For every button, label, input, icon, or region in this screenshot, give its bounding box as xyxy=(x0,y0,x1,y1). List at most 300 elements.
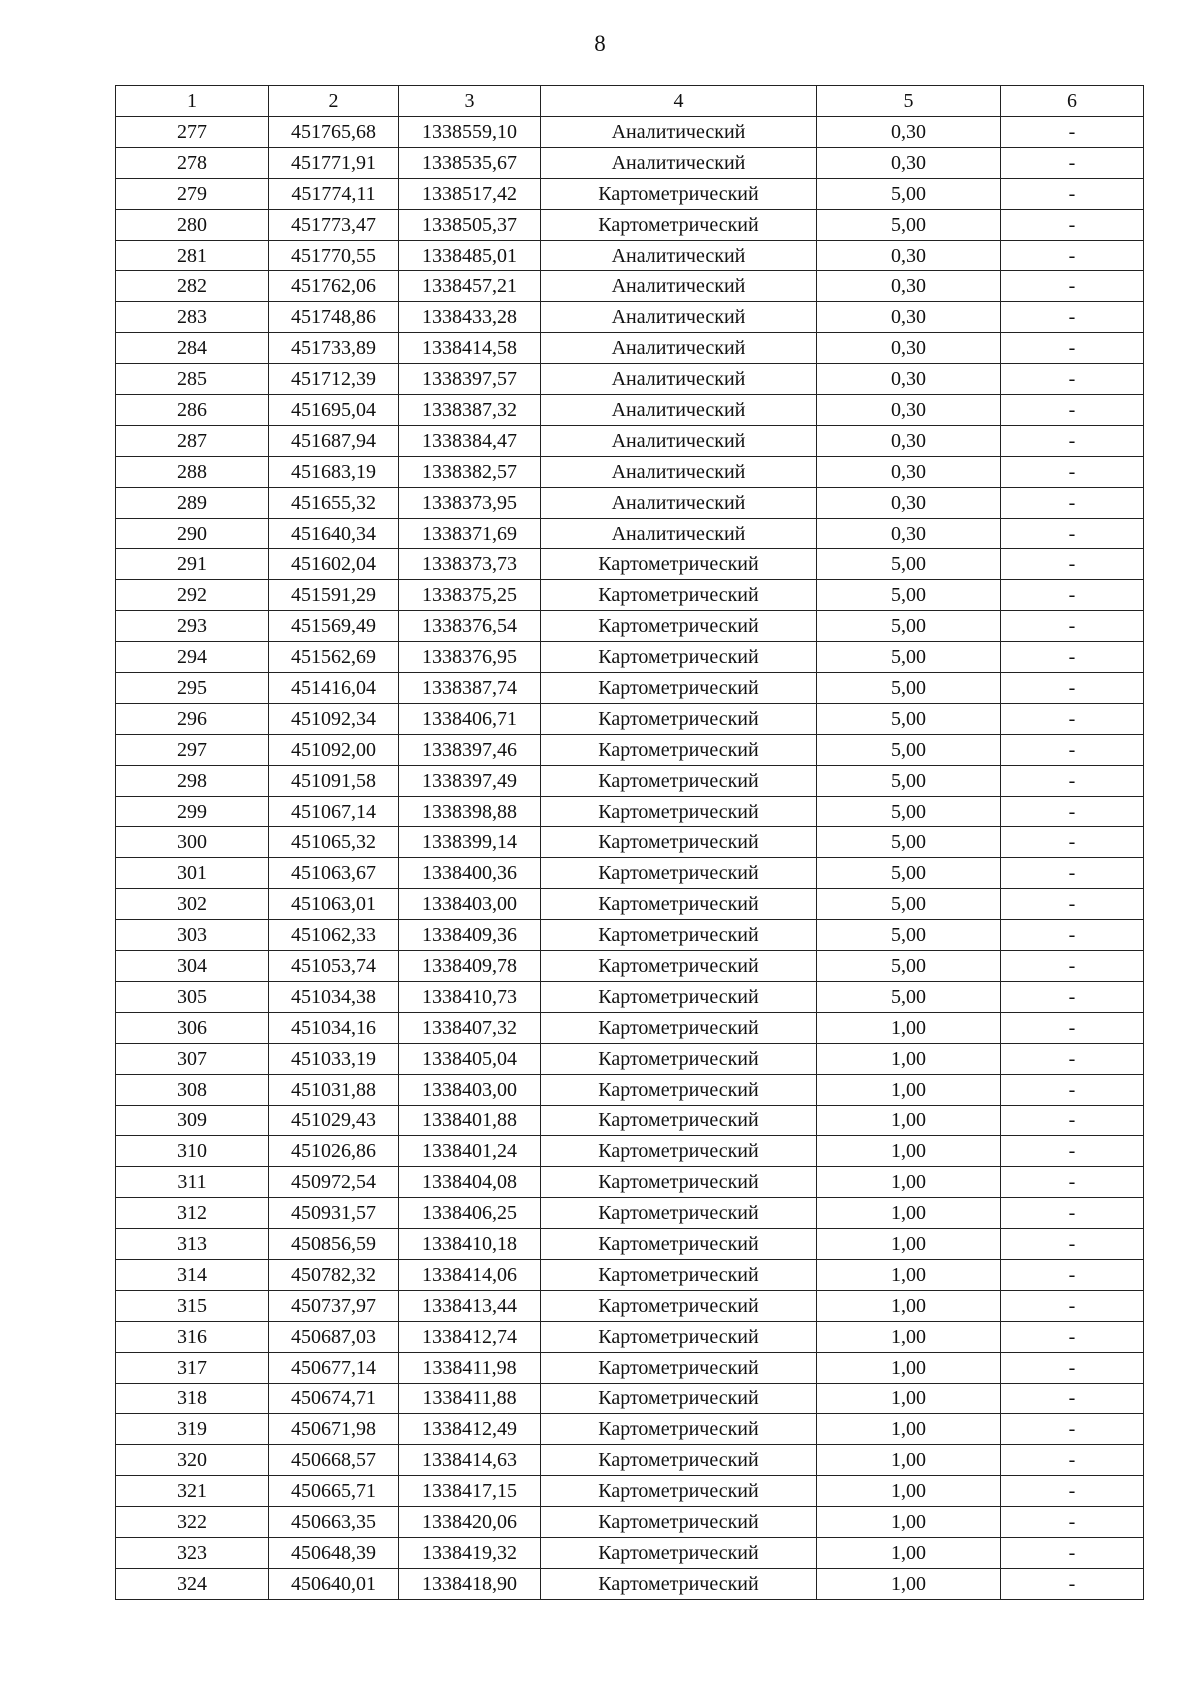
cell-coord-y: 1338371,69 xyxy=(399,518,541,549)
cell-method: Аналитический xyxy=(541,518,817,549)
cell-accuracy: 1,00 xyxy=(817,1074,1001,1105)
cell-coord-y: 1338535,67 xyxy=(399,147,541,178)
cell-coord-x: 451765,68 xyxy=(269,117,399,148)
cell-method: Картометрический xyxy=(541,796,817,827)
cell-point-number: 323 xyxy=(116,1537,269,1568)
cell-accuracy: 1,00 xyxy=(817,1105,1001,1136)
cell-description: - xyxy=(1001,734,1144,765)
table-row xyxy=(116,1352,1144,1383)
cell-coord-y: 1338517,42 xyxy=(399,178,541,209)
cell-coord-y: 1338414,58 xyxy=(399,333,541,364)
cell-accuracy: 1,00 xyxy=(817,1259,1001,1290)
cell-point-number: 316 xyxy=(116,1321,269,1352)
table-row xyxy=(116,951,1144,982)
cell-coord-x: 451063,67 xyxy=(269,858,399,889)
cell-coord-y: 1338410,18 xyxy=(399,1229,541,1260)
table-row xyxy=(116,549,1144,580)
cell-coord-x: 451733,89 xyxy=(269,333,399,364)
cell-accuracy: 5,00 xyxy=(817,796,1001,827)
cell-description: - xyxy=(1001,1383,1144,1414)
table-row xyxy=(116,1414,1144,1445)
cell-description: - xyxy=(1001,1321,1144,1352)
cell-method: Картометрический xyxy=(541,1105,817,1136)
cell-coord-x: 451591,29 xyxy=(269,580,399,611)
cell-coord-y: 1338373,95 xyxy=(399,487,541,518)
cell-point-number: 292 xyxy=(116,580,269,611)
cell-method: Картометрический xyxy=(541,178,817,209)
cell-point-number: 290 xyxy=(116,518,269,549)
table-row xyxy=(116,981,1144,1012)
cell-point-number: 291 xyxy=(116,549,269,580)
cell-accuracy: 0,30 xyxy=(817,333,1001,364)
table-row xyxy=(116,1383,1144,1414)
cell-point-number: 321 xyxy=(116,1476,269,1507)
cell-point-number: 279 xyxy=(116,178,269,209)
header-cell-2: 2 xyxy=(269,86,399,117)
cell-coord-y: 1338409,36 xyxy=(399,920,541,951)
cell-coord-y: 1338420,06 xyxy=(399,1507,541,1538)
cell-coord-y: 1338373,73 xyxy=(399,549,541,580)
cell-coord-y: 1338375,25 xyxy=(399,580,541,611)
cell-point-number: 303 xyxy=(116,920,269,951)
cell-point-number: 313 xyxy=(116,1229,269,1260)
cell-description: - xyxy=(1001,827,1144,858)
cell-coord-y: 1338397,57 xyxy=(399,364,541,395)
table-row xyxy=(116,734,1144,765)
cell-accuracy: 0,30 xyxy=(817,364,1001,395)
cell-description: - xyxy=(1001,1568,1144,1599)
cell-coord-x: 451771,91 xyxy=(269,147,399,178)
cell-description: - xyxy=(1001,117,1144,148)
cell-accuracy: 5,00 xyxy=(817,920,1001,951)
cell-coord-x: 451770,55 xyxy=(269,240,399,271)
cell-accuracy: 0,30 xyxy=(817,240,1001,271)
cell-description: - xyxy=(1001,1043,1144,1074)
cell-point-number: 281 xyxy=(116,240,269,271)
table-row xyxy=(116,1012,1144,1043)
cell-method: Картометрический xyxy=(541,1198,817,1229)
cell-point-number: 301 xyxy=(116,858,269,889)
table-row xyxy=(116,673,1144,704)
table-row xyxy=(116,1568,1144,1599)
cell-coord-y: 1338414,63 xyxy=(399,1445,541,1476)
cell-coord-x: 450640,01 xyxy=(269,1568,399,1599)
cell-coord-x: 450671,98 xyxy=(269,1414,399,1445)
cell-description: - xyxy=(1001,178,1144,209)
cell-coord-x: 451031,88 xyxy=(269,1074,399,1105)
table-row xyxy=(116,1537,1144,1568)
table-body xyxy=(116,86,1144,1600)
cell-coord-y: 1338457,21 xyxy=(399,271,541,302)
cell-method: Аналитический xyxy=(541,302,817,333)
cell-coord-y: 1338411,98 xyxy=(399,1352,541,1383)
table-row xyxy=(116,302,1144,333)
table-row xyxy=(116,1476,1144,1507)
cell-point-number: 297 xyxy=(116,734,269,765)
cell-point-number: 315 xyxy=(116,1290,269,1321)
cell-coord-y: 1338433,28 xyxy=(399,302,541,333)
cell-coord-x: 450782,32 xyxy=(269,1259,399,1290)
table-row xyxy=(116,333,1144,364)
table-row xyxy=(116,425,1144,456)
cell-coord-x: 451033,19 xyxy=(269,1043,399,1074)
table-row xyxy=(116,456,1144,487)
cell-coord-y: 1338397,49 xyxy=(399,765,541,796)
cell-coord-x: 450856,59 xyxy=(269,1229,399,1260)
cell-coord-x: 451067,14 xyxy=(269,796,399,827)
cell-point-number: 289 xyxy=(116,487,269,518)
cell-coord-y: 1338403,00 xyxy=(399,1074,541,1105)
cell-method: Картометрический xyxy=(541,1507,817,1538)
cell-method: Картометрический xyxy=(541,1414,817,1445)
cell-method: Аналитический xyxy=(541,456,817,487)
cell-coord-y: 1338409,78 xyxy=(399,951,541,982)
cell-accuracy: 5,00 xyxy=(817,703,1001,734)
cell-accuracy: 0,30 xyxy=(817,271,1001,302)
table-row xyxy=(116,611,1144,642)
cell-coord-x: 450972,54 xyxy=(269,1167,399,1198)
cell-point-number: 308 xyxy=(116,1074,269,1105)
header-cell-6: 6 xyxy=(1001,86,1144,117)
cell-description: - xyxy=(1001,1476,1144,1507)
cell-description: - xyxy=(1001,889,1144,920)
cell-point-number: 319 xyxy=(116,1414,269,1445)
cell-coord-y: 1338387,32 xyxy=(399,395,541,426)
cell-coord-y: 1338397,46 xyxy=(399,734,541,765)
table-row xyxy=(116,1321,1144,1352)
table-row xyxy=(116,1507,1144,1538)
table-row xyxy=(116,642,1144,673)
cell-method: Картометрический xyxy=(541,765,817,796)
cell-description: - xyxy=(1001,209,1144,240)
cell-method: Аналитический xyxy=(541,117,817,148)
cell-description: - xyxy=(1001,487,1144,518)
cell-accuracy: 1,00 xyxy=(817,1012,1001,1043)
cell-coord-y: 1338559,10 xyxy=(399,117,541,148)
cell-method: Картометрический xyxy=(541,1136,817,1167)
cell-method: Картометрический xyxy=(541,1012,817,1043)
cell-point-number: 324 xyxy=(116,1568,269,1599)
cell-description: - xyxy=(1001,1167,1144,1198)
cell-coord-x: 450931,57 xyxy=(269,1198,399,1229)
table-row xyxy=(116,796,1144,827)
cell-description: - xyxy=(1001,395,1144,426)
cell-accuracy: 0,30 xyxy=(817,302,1001,333)
cell-coord-y: 1338413,44 xyxy=(399,1290,541,1321)
cell-description: - xyxy=(1001,1074,1144,1105)
table-row xyxy=(116,518,1144,549)
cell-accuracy: 0,30 xyxy=(817,117,1001,148)
cell-description: - xyxy=(1001,673,1144,704)
cell-accuracy: 1,00 xyxy=(817,1383,1001,1414)
table-row xyxy=(116,1229,1144,1260)
cell-coord-y: 1338412,74 xyxy=(399,1321,541,1352)
table-header-row xyxy=(116,86,1144,117)
cell-method: Картометрический xyxy=(541,1445,817,1476)
cell-description: - xyxy=(1001,302,1144,333)
cell-method: Аналитический xyxy=(541,487,817,518)
cell-coord-x: 451026,86 xyxy=(269,1136,399,1167)
table-row xyxy=(116,240,1144,271)
cell-method: Картометрический xyxy=(541,1259,817,1290)
cell-description: - xyxy=(1001,951,1144,982)
cell-accuracy: 5,00 xyxy=(817,673,1001,704)
cell-coord-y: 1338401,88 xyxy=(399,1105,541,1136)
cell-point-number: 293 xyxy=(116,611,269,642)
cell-description: - xyxy=(1001,1507,1144,1538)
cell-accuracy: 1,00 xyxy=(817,1290,1001,1321)
cell-point-number: 314 xyxy=(116,1259,269,1290)
cell-coord-x: 451029,43 xyxy=(269,1105,399,1136)
cell-coord-x: 450737,97 xyxy=(269,1290,399,1321)
cell-point-number: 311 xyxy=(116,1167,269,1198)
cell-accuracy: 5,00 xyxy=(817,765,1001,796)
cell-description: - xyxy=(1001,1414,1144,1445)
cell-accuracy: 1,00 xyxy=(817,1507,1001,1538)
cell-coord-y: 1338406,71 xyxy=(399,703,541,734)
cell-coord-y: 1338418,90 xyxy=(399,1568,541,1599)
cell-point-number: 288 xyxy=(116,456,269,487)
cell-coord-x: 451034,16 xyxy=(269,1012,399,1043)
cell-coord-x: 451774,11 xyxy=(269,178,399,209)
cell-accuracy: 1,00 xyxy=(817,1136,1001,1167)
cell-coord-x: 451748,86 xyxy=(269,302,399,333)
cell-point-number: 285 xyxy=(116,364,269,395)
cell-point-number: 299 xyxy=(116,796,269,827)
cell-accuracy: 0,30 xyxy=(817,518,1001,549)
cell-description: - xyxy=(1001,1105,1144,1136)
cell-coord-y: 1338404,08 xyxy=(399,1167,541,1198)
cell-coord-x: 451695,04 xyxy=(269,395,399,426)
cell-description: - xyxy=(1001,765,1144,796)
cell-coord-x: 450668,57 xyxy=(269,1445,399,1476)
cell-point-number: 286 xyxy=(116,395,269,426)
cell-coord-x: 451065,32 xyxy=(269,827,399,858)
cell-method: Картометрический xyxy=(541,981,817,1012)
cell-coord-x: 450674,71 xyxy=(269,1383,399,1414)
cell-accuracy: 0,30 xyxy=(817,147,1001,178)
cell-method: Картометрический xyxy=(541,1043,817,1074)
cell-method: Картометрический xyxy=(541,1290,817,1321)
cell-point-number: 298 xyxy=(116,765,269,796)
table-row xyxy=(116,703,1144,734)
cell-method: Картометрический xyxy=(541,673,817,704)
cell-coord-x: 451762,06 xyxy=(269,271,399,302)
cell-accuracy: 1,00 xyxy=(817,1321,1001,1352)
table-row xyxy=(116,920,1144,951)
cell-accuracy: 5,00 xyxy=(817,951,1001,982)
cell-coord-x: 451683,19 xyxy=(269,456,399,487)
cell-description: - xyxy=(1001,147,1144,178)
cell-description: - xyxy=(1001,580,1144,611)
cell-accuracy: 1,00 xyxy=(817,1198,1001,1229)
cell-coord-y: 1338406,25 xyxy=(399,1198,541,1229)
cell-accuracy: 5,00 xyxy=(817,827,1001,858)
cell-method: Картометрический xyxy=(541,889,817,920)
cell-description: - xyxy=(1001,611,1144,642)
cell-point-number: 283 xyxy=(116,302,269,333)
cell-coord-y: 1338398,88 xyxy=(399,796,541,827)
cell-method: Аналитический xyxy=(541,364,817,395)
cell-accuracy: 0,30 xyxy=(817,425,1001,456)
cell-method: Картометрический xyxy=(541,827,817,858)
cell-coord-y: 1338384,47 xyxy=(399,425,541,456)
cell-coord-y: 1338411,88 xyxy=(399,1383,541,1414)
cell-point-number: 282 xyxy=(116,271,269,302)
page-number: 8 xyxy=(594,31,606,56)
table-row xyxy=(116,209,1144,240)
cell-description: - xyxy=(1001,1352,1144,1383)
table-row xyxy=(116,1136,1144,1167)
table-row xyxy=(116,487,1144,518)
cell-coord-y: 1338414,06 xyxy=(399,1259,541,1290)
cell-method: Картометрический xyxy=(541,1383,817,1414)
table-row xyxy=(116,1043,1144,1074)
cell-description: - xyxy=(1001,1136,1144,1167)
table-row xyxy=(116,1198,1144,1229)
table-row xyxy=(116,271,1144,302)
cell-coord-x: 451562,69 xyxy=(269,642,399,673)
cell-point-number: 317 xyxy=(116,1352,269,1383)
cell-accuracy: 5,00 xyxy=(817,611,1001,642)
cell-accuracy: 5,00 xyxy=(817,549,1001,580)
cell-point-number: 287 xyxy=(116,425,269,456)
cell-point-number: 320 xyxy=(116,1445,269,1476)
cell-description: - xyxy=(1001,1537,1144,1568)
header-cell-1: 1 xyxy=(116,86,269,117)
cell-coord-y: 1338376,54 xyxy=(399,611,541,642)
cell-coord-x: 451640,34 xyxy=(269,518,399,549)
cell-accuracy: 0,30 xyxy=(817,456,1001,487)
cell-description: - xyxy=(1001,1259,1144,1290)
header-cell-5: 5 xyxy=(817,86,1001,117)
cell-method: Аналитический xyxy=(541,425,817,456)
cell-description: - xyxy=(1001,642,1144,673)
cell-accuracy: 5,00 xyxy=(817,981,1001,1012)
table-row xyxy=(116,765,1144,796)
cell-method: Картометрический xyxy=(541,209,817,240)
cell-method: Картометрический xyxy=(541,951,817,982)
table-row xyxy=(116,889,1144,920)
cell-method: Картометрический xyxy=(541,642,817,673)
cell-accuracy: 1,00 xyxy=(817,1414,1001,1445)
cell-point-number: 284 xyxy=(116,333,269,364)
cell-coord-x: 451416,04 xyxy=(269,673,399,704)
cell-coord-y: 1338405,04 xyxy=(399,1043,541,1074)
cell-accuracy: 5,00 xyxy=(817,580,1001,611)
cell-accuracy: 5,00 xyxy=(817,889,1001,920)
table-row xyxy=(116,1259,1144,1290)
cell-accuracy: 1,00 xyxy=(817,1537,1001,1568)
cell-description: - xyxy=(1001,981,1144,1012)
cell-coord-y: 1338407,32 xyxy=(399,1012,541,1043)
cell-coord-x: 451062,33 xyxy=(269,920,399,951)
cell-point-number: 304 xyxy=(116,951,269,982)
table-row xyxy=(116,580,1144,611)
cell-description: - xyxy=(1001,703,1144,734)
cell-accuracy: 5,00 xyxy=(817,178,1001,209)
cell-point-number: 300 xyxy=(116,827,269,858)
cell-accuracy: 1,00 xyxy=(817,1043,1001,1074)
cell-point-number: 306 xyxy=(116,1012,269,1043)
cell-point-number: 280 xyxy=(116,209,269,240)
cell-method: Картометрический xyxy=(541,1321,817,1352)
table-row xyxy=(116,395,1144,426)
cell-coord-x: 451092,34 xyxy=(269,703,399,734)
cell-point-number: 318 xyxy=(116,1383,269,1414)
cell-description: - xyxy=(1001,1290,1144,1321)
cell-accuracy: 5,00 xyxy=(817,858,1001,889)
cell-method: Картометрический xyxy=(541,1568,817,1599)
cell-point-number: 277 xyxy=(116,117,269,148)
cell-coord-y: 1338376,95 xyxy=(399,642,541,673)
cell-description: - xyxy=(1001,920,1144,951)
cell-method: Картометрический xyxy=(541,703,817,734)
table-row xyxy=(116,1445,1144,1476)
cell-method: Картометрический xyxy=(541,1537,817,1568)
cell-method: Картометрический xyxy=(541,1352,817,1383)
cell-coord-x: 451773,47 xyxy=(269,209,399,240)
cell-method: Картометрический xyxy=(541,1167,817,1198)
cell-description: - xyxy=(1001,425,1144,456)
table-row xyxy=(116,364,1144,395)
cell-point-number: 322 xyxy=(116,1507,269,1538)
cell-coord-x: 451712,39 xyxy=(269,364,399,395)
cell-coord-y: 1338387,74 xyxy=(399,673,541,704)
cell-coord-x: 450677,14 xyxy=(269,1352,399,1383)
cell-method: Аналитический xyxy=(541,240,817,271)
table-row xyxy=(116,1074,1144,1105)
cell-method: Аналитический xyxy=(541,395,817,426)
cell-description: - xyxy=(1001,858,1144,889)
cell-accuracy: 1,00 xyxy=(817,1445,1001,1476)
cell-coord-y: 1338401,24 xyxy=(399,1136,541,1167)
table-row xyxy=(116,1290,1144,1321)
cell-accuracy: 5,00 xyxy=(817,734,1001,765)
cell-description: - xyxy=(1001,796,1144,827)
cell-method: Картометрический xyxy=(541,1074,817,1105)
cell-point-number: 295 xyxy=(116,673,269,704)
cell-coord-x: 451091,58 xyxy=(269,765,399,796)
cell-accuracy: 1,00 xyxy=(817,1229,1001,1260)
cell-coord-y: 1338417,15 xyxy=(399,1476,541,1507)
cell-method: Картометрический xyxy=(541,1229,817,1260)
cell-description: - xyxy=(1001,364,1144,395)
cell-method: Картометрический xyxy=(541,734,817,765)
cell-method: Аналитический xyxy=(541,333,817,364)
cell-coord-x: 450665,71 xyxy=(269,1476,399,1507)
table-row xyxy=(116,147,1144,178)
cell-coord-x: 451053,74 xyxy=(269,951,399,982)
cell-point-number: 310 xyxy=(116,1136,269,1167)
table-row xyxy=(116,1105,1144,1136)
cell-accuracy: 1,00 xyxy=(817,1568,1001,1599)
cell-description: - xyxy=(1001,1012,1144,1043)
cell-method: Картометрический xyxy=(541,1476,817,1507)
cell-coord-x: 450648,39 xyxy=(269,1537,399,1568)
cell-coord-x: 451655,32 xyxy=(269,487,399,518)
cell-description: - xyxy=(1001,518,1144,549)
cell-coord-y: 1338403,00 xyxy=(399,889,541,920)
cell-coord-x: 451569,49 xyxy=(269,611,399,642)
cell-point-number: 309 xyxy=(116,1105,269,1136)
cell-coord-y: 1338400,36 xyxy=(399,858,541,889)
header-cell-4: 4 xyxy=(541,86,817,117)
cell-coord-x: 451063,01 xyxy=(269,889,399,920)
cell-point-number: 296 xyxy=(116,703,269,734)
cell-coord-y: 1338485,01 xyxy=(399,240,541,271)
cell-coord-y: 1338412,49 xyxy=(399,1414,541,1445)
